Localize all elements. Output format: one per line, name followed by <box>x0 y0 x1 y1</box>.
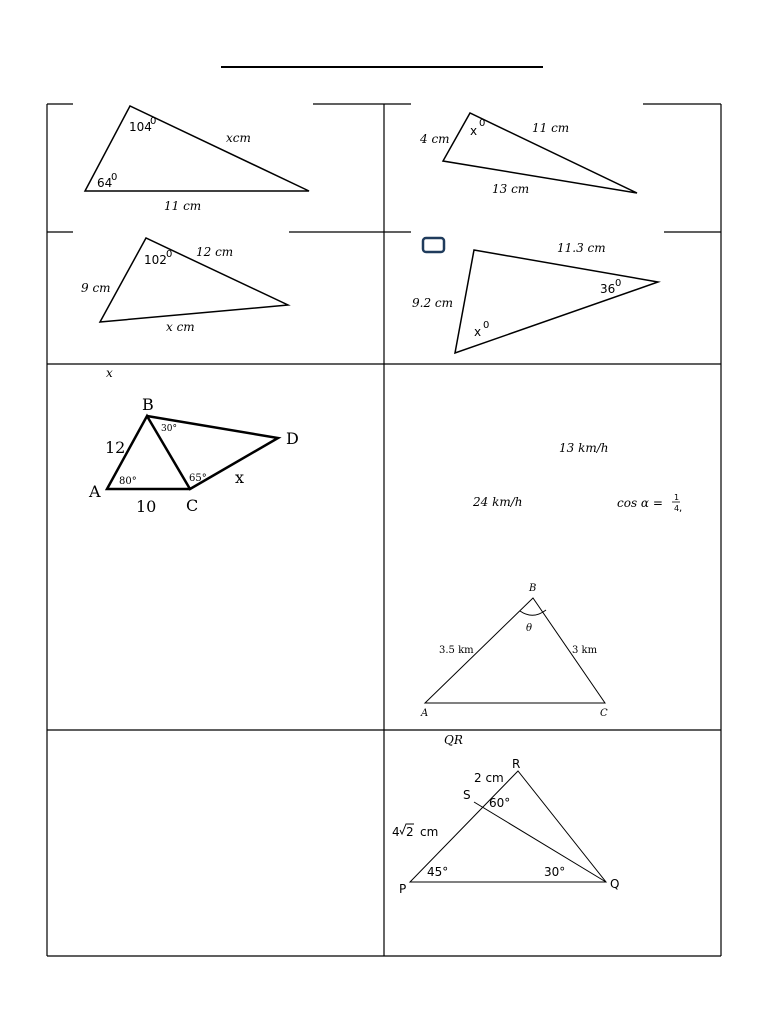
problem-5-quadrilateral <box>88 366 299 516</box>
p5-label-C: C <box>186 496 199 515</box>
p8-side-PS-radicand: 2 <box>406 825 414 839</box>
p3-angle-top: 102 <box>144 253 167 267</box>
p5-side-CD: x <box>235 468 245 487</box>
checkbox-icon <box>423 238 444 252</box>
p8-label-S: S <box>463 788 471 802</box>
p4-side-top: 11.3 cm <box>557 241 606 255</box>
p3-angle-top-degree: 0 <box>166 249 173 260</box>
p8-label-Q: Q <box>610 877 620 891</box>
p4-angle-right-degree: 0 <box>615 278 622 289</box>
problem-8 <box>392 733 619 896</box>
p3-side-left: 9 cm <box>81 281 111 295</box>
p6-label-B: B <box>529 583 537 594</box>
p5-angle-C: 65° <box>189 473 207 484</box>
p6-cos-denominator: 4 <box>674 504 680 513</box>
p1-angle-top-degree: 0 <box>150 116 157 127</box>
p5-angle-B: 30° <box>161 424 177 434</box>
p6-cos-expression: cos α = <box>617 496 663 510</box>
p1-side-hypotenuse: xcm <box>226 131 251 145</box>
p2-angle-top: x <box>470 124 478 138</box>
p6-cos-numerator: 1 <box>674 493 680 502</box>
p6-speed-2: 24 km/h <box>473 495 523 509</box>
p1-angle-top: 104 <box>129 120 152 134</box>
problem-2-triangle <box>419 113 637 196</box>
p8-side-SR: 2 cm <box>474 771 504 785</box>
p2-side-top: 11 cm <box>532 121 570 135</box>
p5-side-AC: 10 <box>136 497 157 516</box>
problem-1-triangle <box>85 106 309 213</box>
problem-4-triangle <box>412 238 658 353</box>
p8-angle-S: 60° <box>489 796 511 810</box>
p3-side-top: 12 cm <box>196 245 234 259</box>
problem-3-triangle <box>81 238 288 334</box>
p5-label-A: A <box>89 482 101 501</box>
p1-side-base: 11 cm <box>164 199 202 213</box>
problem-grid <box>47 104 721 956</box>
p4-side-left: 9.2 cm <box>412 296 453 310</box>
p4-angle-right: 36 <box>600 282 616 296</box>
p6-triangle <box>420 583 608 719</box>
p6-side-AB: 3.5 km <box>439 645 474 656</box>
p8-side-PS-unit: cm <box>420 825 439 839</box>
p1-angle-left-degree: 0 <box>111 172 118 183</box>
p6-label-C: C <box>600 708 608 719</box>
p6-speed-1: 13 km/h <box>559 441 609 455</box>
p5-side-AB: 12 <box>105 438 126 457</box>
p5-label-D: D <box>286 429 299 448</box>
p4-angle-left-degree: 0 <box>483 320 490 331</box>
p8-side-PS-coef: 4 <box>392 825 400 839</box>
p8-target: QR <box>444 733 463 747</box>
p8-label-R: R <box>512 757 521 771</box>
problem-6 <box>420 441 682 719</box>
p2-angle-top-degree: 0 <box>479 118 486 129</box>
p6-cos-tail: , <box>679 503 683 514</box>
p1-angle-left: 64 <box>97 176 113 190</box>
p8-angle-Q: 30° <box>544 865 566 879</box>
p2-side-bottom: 13 cm <box>492 182 530 196</box>
p5-angle-A: 80° <box>119 476 137 487</box>
p6-side-BC: 3 km <box>572 645 598 656</box>
p8-angle-P: 45° <box>427 865 449 879</box>
p6-angle-theta: θ <box>526 623 533 634</box>
p5-label-B: B <box>142 395 154 414</box>
p3-side-bottom: x cm <box>166 320 195 334</box>
p2-side-left: 4 cm <box>420 132 450 146</box>
p8-label-P: P <box>399 882 407 896</box>
p6-label-A: A <box>421 708 429 719</box>
p4-angle-left: x <box>474 325 482 339</box>
p5-variable: x <box>106 366 113 380</box>
